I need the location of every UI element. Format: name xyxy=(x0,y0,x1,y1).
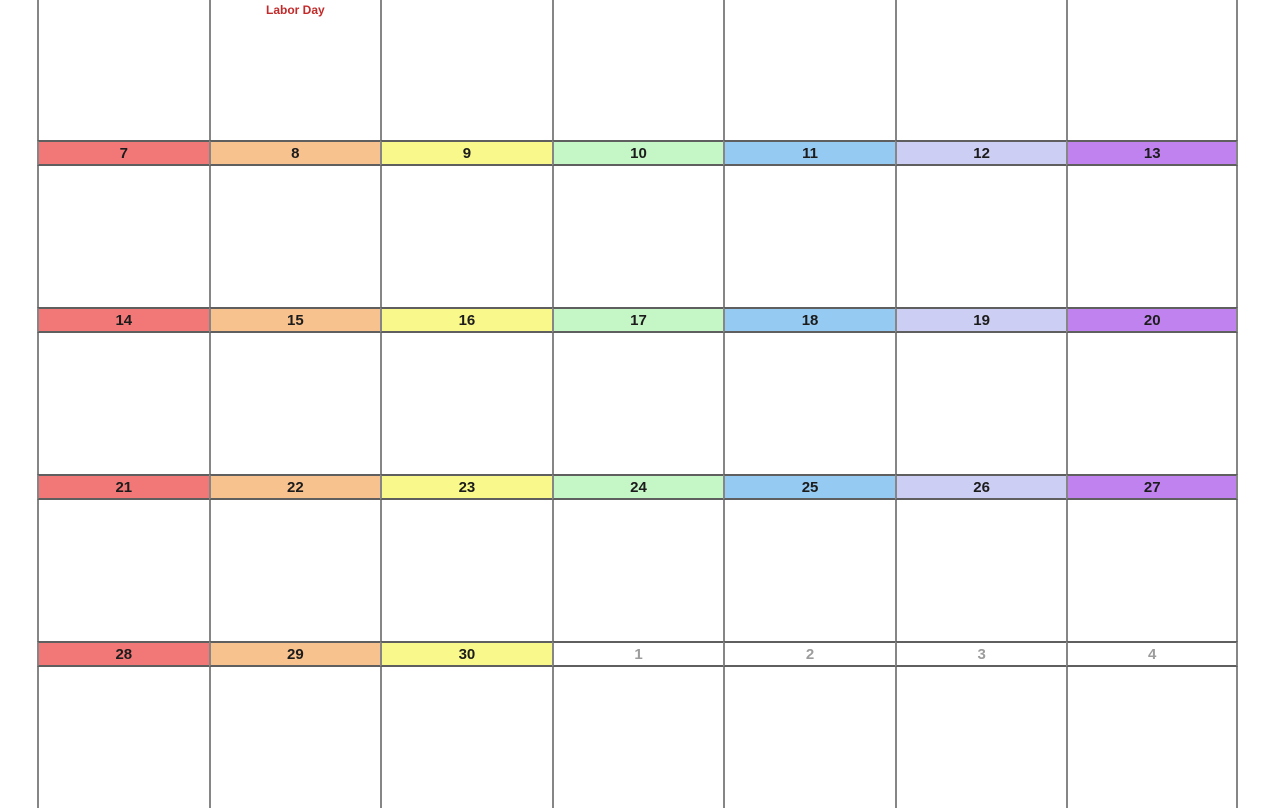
week-date-bar xyxy=(37,474,1238,500)
day-cell xyxy=(552,667,724,808)
day-cell xyxy=(380,0,552,140)
date-cell: 9 xyxy=(380,140,552,166)
week-date-bar xyxy=(37,641,1238,667)
date-cell: 20 xyxy=(1066,307,1238,333)
day-cell xyxy=(37,500,209,641)
day-cell xyxy=(895,667,1067,808)
day-cell xyxy=(1066,667,1238,808)
day-cell xyxy=(380,333,552,474)
date-cell: 29 xyxy=(209,641,381,667)
date-cell: 21 xyxy=(37,474,209,500)
date-cell: 10 xyxy=(552,140,724,166)
day-cell xyxy=(552,0,724,140)
week-row-partial xyxy=(37,0,1238,140)
day-cell xyxy=(209,0,381,140)
day-cell xyxy=(37,166,209,307)
day-cell xyxy=(209,166,381,307)
day-cell xyxy=(895,333,1067,474)
date-cell: 23 xyxy=(380,474,552,500)
date-cell: 8 xyxy=(209,140,381,166)
week-date-bar xyxy=(37,307,1238,333)
week-content-row xyxy=(37,166,1238,307)
day-cell xyxy=(37,667,209,808)
date-cell: 28 xyxy=(37,641,209,667)
day-cell xyxy=(37,333,209,474)
day-cell xyxy=(209,333,381,474)
date-cell: 24 xyxy=(552,474,724,500)
date-cell: 19 xyxy=(895,307,1067,333)
date-cell: 11 xyxy=(723,140,895,166)
date-cell: 14 xyxy=(37,307,209,333)
week-content-row xyxy=(37,333,1238,474)
day-cell xyxy=(552,333,724,474)
date-cell: 17 xyxy=(552,307,724,333)
day-cell xyxy=(380,500,552,641)
date-cell: 26 xyxy=(895,474,1067,500)
monthly-calendar-grid xyxy=(37,0,1238,808)
date-cell: 15 xyxy=(209,307,381,333)
holiday-label-labor-day: Labor Day xyxy=(266,3,325,17)
day-cell xyxy=(552,500,724,641)
date-cell: 16 xyxy=(380,307,552,333)
day-cell xyxy=(895,0,1067,140)
date-cell: 12 xyxy=(895,140,1067,166)
week-date-bar xyxy=(37,140,1238,166)
day-cell xyxy=(1066,0,1238,140)
day-cell xyxy=(552,166,724,307)
date-cell-next-month: 4 xyxy=(1066,641,1238,667)
date-cell-next-month: 1 xyxy=(552,641,724,667)
date-cell: 30 xyxy=(380,641,552,667)
day-cell xyxy=(37,0,209,140)
day-cell xyxy=(209,500,381,641)
day-cell xyxy=(1066,166,1238,307)
date-cell: 27 xyxy=(1066,474,1238,500)
day-cell xyxy=(723,333,895,474)
date-cell: 25 xyxy=(723,474,895,500)
day-cell xyxy=(723,500,895,641)
day-cell xyxy=(1066,333,1238,474)
day-cell xyxy=(209,667,381,808)
date-cell-next-month: 3 xyxy=(895,641,1067,667)
week-content-row xyxy=(37,500,1238,641)
date-cell: 22 xyxy=(209,474,381,500)
day-cell xyxy=(380,166,552,307)
day-cell xyxy=(895,166,1067,307)
day-cell xyxy=(895,500,1067,641)
date-cell-next-month: 2 xyxy=(723,641,895,667)
day-cell xyxy=(723,166,895,307)
day-cell xyxy=(723,667,895,808)
week-content-row xyxy=(37,667,1238,808)
day-cell xyxy=(723,0,895,140)
date-cell: 18 xyxy=(723,307,895,333)
date-cell: 13 xyxy=(1066,140,1238,166)
day-cell xyxy=(380,667,552,808)
date-cell: 7 xyxy=(37,140,209,166)
day-cell xyxy=(1066,500,1238,641)
